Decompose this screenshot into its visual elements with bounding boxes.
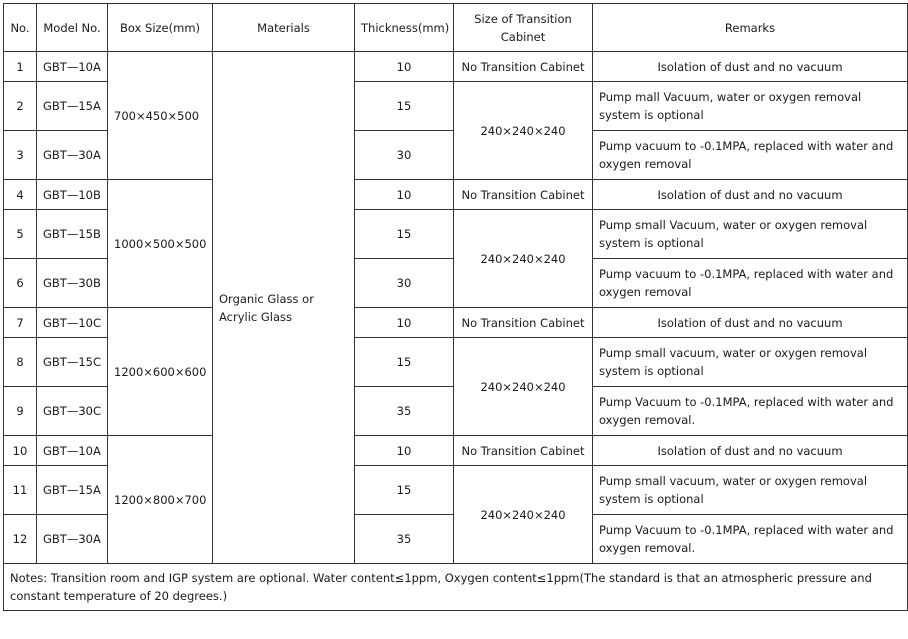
cell-transition: 240×240×240 [454,210,593,308]
header-model: Model No. [37,4,108,52]
cell-remarks: Pump vacuum to -0.1MPA, replaced with water and oxygen removal [593,131,908,180]
cell-remarks: Pump Vacuum to -0.1MPA, replaced with water and oxygen removal. [593,515,908,564]
cell-thickness: 30 [355,131,454,180]
header-thickness: Thickness(mm) [355,4,454,52]
cell-model: GBT—10A [37,436,108,466]
cell-thickness: 10 [355,180,454,210]
cell-remarks: Isolation of dust and no vacuum [593,52,908,82]
cell-thickness: 15 [355,338,454,387]
cell-no: 6 [4,259,37,308]
cell-box-size: 700×450×500 [108,52,213,180]
cell-no: 10 [4,436,37,466]
cell-remarks: Isolation of dust and no vacuum [593,308,908,338]
cell-model: GBT—10B [37,180,108,210]
cell-thickness: 35 [355,515,454,564]
cell-model: GBT—30A [37,515,108,564]
cell-model: GBT—30A [37,131,108,180]
cell-box-size: 1000×500×500 [108,180,213,308]
cell-thickness: 15 [355,82,454,131]
table-row [4,436,908,466]
cell-transition: 240×240×240 [454,338,593,436]
cell-transition: 240×240×240 [454,82,593,180]
cell-no: 1 [4,52,37,82]
header-transition: Size of Transition Cabinet [454,4,593,52]
cell-remarks: Isolation of dust and no vacuum [593,436,908,466]
header-no: No. [4,4,37,52]
cell-model: GBT—15B [37,210,108,259]
cell-thickness: 15 [355,210,454,259]
cell-transition: No Transition Cabinet [454,180,593,210]
cell-transition: No Transition Cabinet [454,436,593,466]
cell-no: 8 [4,338,37,387]
header-row [4,4,908,52]
cell-transition: 240×240×240 [454,466,593,564]
cell-materials: Organic Glass or Acrylic Glass [213,52,355,564]
cell-thickness: 10 [355,308,454,338]
cell-no: 12 [4,515,37,564]
header-box-size: Box Size(mm) [108,4,213,52]
table-row [4,180,908,210]
cell-remarks: Pump small vacuum, water or oxygen removal system is optional [593,466,908,515]
header-remarks: Remarks [593,4,908,52]
table-row [4,308,908,338]
cell-model: GBT—15A [37,466,108,515]
cell-remarks: Pump small vacuum, water or oxygen removal system is optional [593,338,908,387]
cell-model: GBT—10C [37,308,108,338]
cell-no: 2 [4,82,37,131]
cell-no: 11 [4,466,37,515]
cell-box-size: 1200×800×700 [108,436,213,564]
cell-no: 4 [4,180,37,210]
cell-transition: No Transition Cabinet [454,52,593,82]
cell-remarks: Pump Vacuum to -0.1MPA, replaced with water and oxygen removal. [593,387,908,436]
cell-no: 9 [4,387,37,436]
notes-text: Notes: Transition room and IGP system are optional. Water content≤1ppm, Oxygen content≤1ppm(The standard is that an atmospheric pressure and constant temperature of 20 degrees.) [4,564,908,611]
cell-model: GBT—15A [37,82,108,131]
cell-no: 5 [4,210,37,259]
table-row [4,52,908,82]
cell-transition: No Transition Cabinet [454,308,593,338]
cell-no: 3 [4,131,37,180]
cell-model: GBT—15C [37,338,108,387]
spec-table [3,3,908,611]
cell-no: 7 [4,308,37,338]
cell-thickness: 35 [355,387,454,436]
cell-model: GBT—30C [37,387,108,436]
cell-model: GBT—10A [37,52,108,82]
notes-row [4,564,908,611]
cell-remarks: Pump vacuum to -0.1MPA, replaced with water and oxygen removal [593,259,908,308]
cell-remarks: Pump small Vacuum, water or oxygen removal system is optional [593,210,908,259]
header-materials: Materials [213,4,355,52]
cell-thickness: 30 [355,259,454,308]
cell-thickness: 15 [355,466,454,515]
cell-thickness: 10 [355,52,454,82]
cell-box-size: 1200×600×600 [108,308,213,436]
cell-remarks: Isolation of dust and no vacuum [593,180,908,210]
cell-model: GBT—30B [37,259,108,308]
cell-remarks: Pump mall Vacuum, water or oxygen removal system is optional [593,82,908,131]
cell-thickness: 10 [355,436,454,466]
